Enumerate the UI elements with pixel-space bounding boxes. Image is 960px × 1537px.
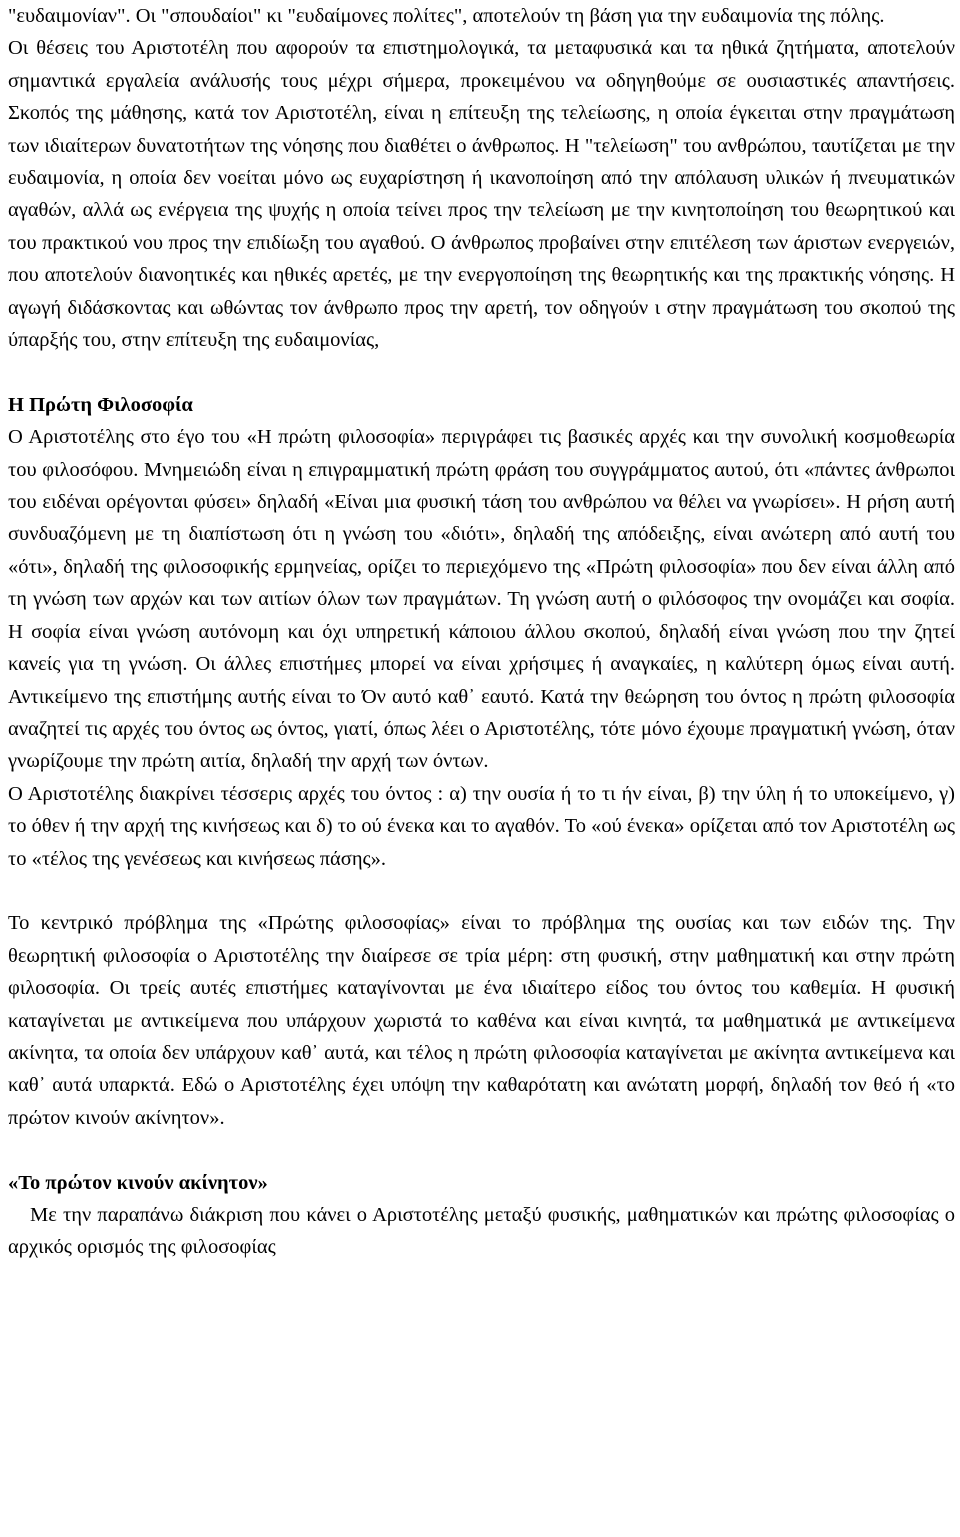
intro-paragraph: "ευδαιμονίαν". Οι "σπουδαίοι" κι "ευδαίμονες πολίτες", αποτελούν τη βάση για την ευδαιμονία της πόλης. <box>8 5 885 27</box>
document-page <box>8 0 955 1264</box>
four-principles-paragraph: Ο Αριστοτέλης διακρίνει τέσσερις αρχές του όντος : α) την ουσία ή το τι ήν είναι, β) την ύλη ή το υποκείμενο, γ) το όθεν ή την αρχή της κινήσεως και δ) το ού ένεκα και το αγαθόν. Το «ού ένεκα» ορίζεται από τον Αριστοτέλη ως το «τέλος της γενέσεως και κινήσεως πάσης». <box>8 782 955 870</box>
paragraph-spacer <box>8 875 955 907</box>
first-philosophy-paragraph: Ο Αριστοτέλης στο έγο του «Η πρώτη φιλοσοφία» περιγράφει τις βασικές αρχές και την συνολική κοσμοθεωρία του φιλοσόφου. Μνημειώδη είναι η επιγραμματική πρώτη φράση του συγγράμματος αυτού, ότι «πάντες άνθρωποι του ειδέναι ορέγονται φύσει» δηλαδή «Είναι μια φυσική τάση του ανθρώπου να θέλει να γνωρίσει». Η ρήση αυτή συνδυαζόμενη με τη διαπίστωση ότι η γνώση του «διότι», δηλαδή της απόδειξης, είναι ανώτερη από αυτή του «ότι», δηλαδή της φιλοσοφικής ερμηνείας, ορίζει το περιεχόμενο της «Πρώτη φιλοσοφία» που δεν είναι άλλη από τη γνώση των αρχών και των αιτίων όλων των πραγμάτων. Τη γνώση αυτή ο φιλόσοφος την ονομάζει και σοφία. Η σοφία είναι γνώση αυτόνομη και όχι υπηρετική κάποιου άλλου σκοπού, δηλαδή είναι γνώση που την ζητεί κανείς για τη γνώση. Οι άλλες επιστήμες μπορεί να είναι χρήσιμες ή αναγκαίες, η καλύτερη όμως είναι αυτή. Αντικείμενο της επιστήμης αυτής είναι το Όν αυτό καθ᾽ εαυτό. Κατά την θεώρηση του όντος η πρώτη φιλοσοφία αναζητεί τις αρχές του όντος ως όντος, γιατί, όπως λέει ο Αριστοτέλης, τότε μόνο έχουμε πραγματική γνώση, όταν γνωρίζουμε την πρώτη αιτία, δηλαδή την αρχή των όντων. <box>8 426 955 773</box>
paragraph-spacer <box>8 1134 955 1166</box>
central-problem-paragraph: Το κεντρικό πρόβλημα της «Πρώτης φιλοσοφίας» είναι το πρόβλημα της ουσίας και των ειδών της. Την θεωρητική φιλοσοφία ο Αριστοτέλης την διαίρεσε σε τρία μέρη: στη φυσική, στην μαθηματική και στην πρώτη φιλοσοφία. Οι τρείς αυτές επιστήμες καταγίνονται με ένα ιδιαίτερο είδος του όντος του καθεμία. Η φυσική καταγίνεται με αντικείμενα που υπάρχουν χωριστά το καθένα και είναι κινητά, τα μαθηματικά με αντικείμενα ακίνητα, τα οποία δεν υπάρχουν καθ᾽ αυτά, και τέλος η πρώτη φιλοσοφία καταγίνεται με ακίνητα αντικείμενα και καθ᾽ αυτά υπαρκτά. Εδώ ο Αριστοτέλης έχει υπόψη την καθαρότατη και ανώτατη μορφή, δηλαδή τον θεό ή «το πρώτον κινούν ακίνητον». <box>8 912 955 1129</box>
heading-unmoved-mover: «Το πρώτον κινούν ακίνητον» <box>8 1171 268 1194</box>
aristotle-paragraph: Οι θέσεις του Αριστοτέλη που αφορούν τα επιστημολογικά, τα μεταφυσικά και τα ηθικά ζητήματα, αποτελούν σημαντικά εργαλεία ανάλυσής τους μέχρι σήμερα, προκειμένου να οδηγηθούμε σε ουσιαστικές απαντήσεις. Σκοπός της μάθησης, κατά τον Αριστοτέλη, είναι η επίτευξη της τελείωσης, η οποία έγκειται στην πραγμάτωση των ιδιαίτερων δυνατοτήτων της νόησης που διαθέτει ο άνθρωπος. Η "τελείωση" του ανθρώπου, ταυτίζεται με την ευδαιμονία, η οποία δεν νοείται μόνο ως ευχαρίστηση ή ικανοποίηση από την απόλαυση υλικών ή πνευματικών αγαθών, αλλά ως ενέργεια της ψυχής η οποία τείνει προς την τελείωση με την κινητοποίηση του θεωρητικού και του πρακτικού νου προς την επιδίωξη του αγαθού. Ο άνθρωπος προβαίνει στην επιτέλεση των άριστων ενεργειών, που αποτελούν διανοητικές και ηθικές αρετές, με την ενεργοποίηση της θεωρητικής και της πρακτικής νόησης. Η αγωγή διδάσκοντας και ωθώντας τον άνθρωπο προς την αρετή, τον οδηγούν ι στην πραγμάτωση του σκοπού της ύπαρξής του, στην επίτευξη της ευδαιμονίας, <box>8 37 955 352</box>
unmoved-mover-paragraph: Με την παραπάνω διάκριση που κάνει ο Αριστοτέλης μεταξύ φυσικής, μαθηματικών και πρώτης φιλοσοφίας ο αρχικός ορισμός της φιλοσοφίας <box>8 1203 955 1259</box>
paragraph-spacer <box>8 356 955 388</box>
heading-first-philosophy: Η Πρώτη Φιλοσοφία <box>8 393 193 416</box>
